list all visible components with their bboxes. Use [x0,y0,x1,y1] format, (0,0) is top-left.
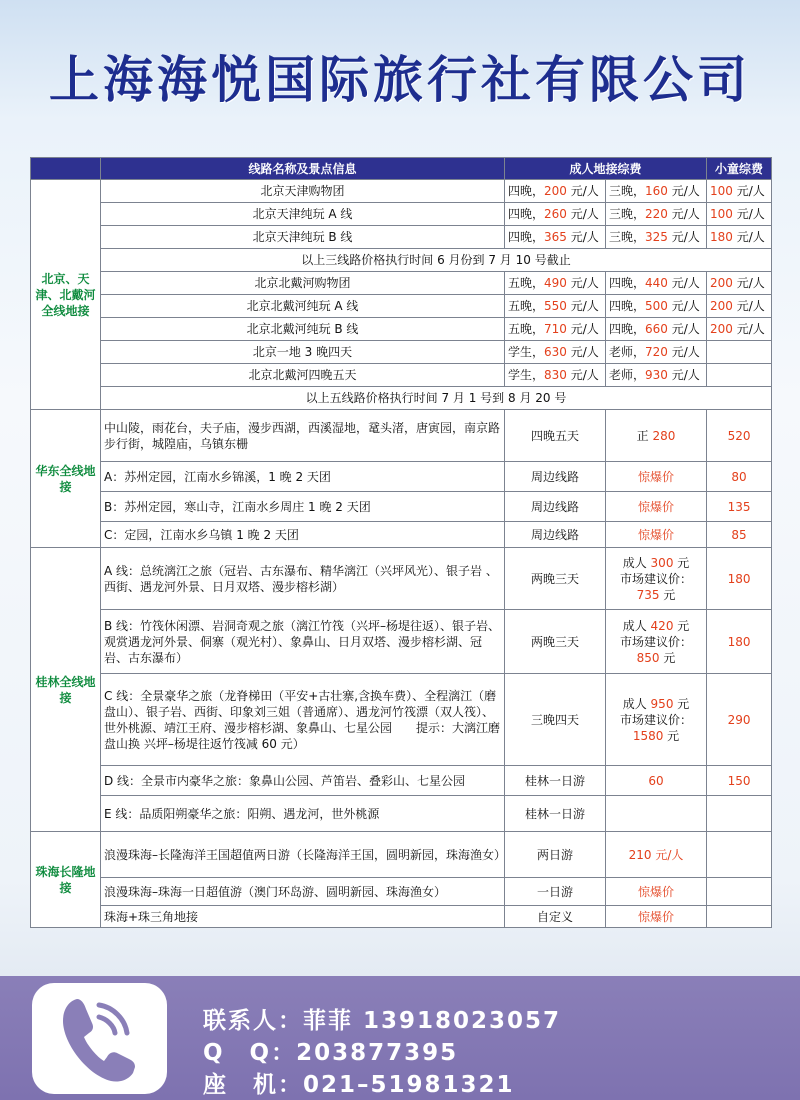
adult-header: 成人地接综费 [505,158,707,180]
teacher-price: 老师，930 元/人 [606,364,707,387]
company-title: 上海海悦国际旅行社有限公司 [49,51,751,109]
table-row [31,203,772,226]
adult-price: 210 元/人 [606,832,707,878]
price-note: 以上三线路价格执行时间 6 月份到 7 月 10 号截止 [101,249,772,272]
adult-price-1: 四晚，365 元/人 [505,226,606,249]
route-desc: 中山陵，雨花台，夫子庙，漫步西湖，西溪湿地，鼋头渚，唐寅园，南京路步行街，城隍庙，乌镇东栅 [101,410,505,462]
table-row [31,249,772,272]
region-guilin: 桂林全线地接 [31,548,101,832]
adult-price [606,796,707,832]
child-price-empty [707,364,772,387]
route-name: 北京北戴河纯玩 B 线 [101,318,505,341]
adult-price-2: 四晚，660 元/人 [606,318,707,341]
route-desc: B 线：竹筏休闲漂、岩洞奇观之旅（漓江竹筏（兴坪–杨堤往返）、银子岩、观赏遇龙河外景、侗寨（观光村）、象鼻山、日月双塔、漫步榕杉湖、冠岩、古东瀑布） [101,610,505,674]
child-price: 180 [707,548,772,610]
adult-price: 惊爆价 [606,462,707,492]
adult-price-2: 四晚，440 元/人 [606,272,707,295]
adult-price: 惊爆价 [606,492,707,522]
phone-icon-box [32,983,167,1094]
table-row [31,341,772,364]
route-days: 一日游 [505,878,606,906]
route-desc: E 线：品质阳朔豪华之旅：阳朔、遇龙河，世外桃源 [101,796,505,832]
table-row [31,492,772,522]
table-row [31,364,772,387]
child-price: 100 元/人 [707,180,772,203]
table-row [31,295,772,318]
route-desc: D 线：全景市内豪华之旅：象鼻山公园、芦笛岩、叠彩山、七星公园 [101,766,505,796]
route-desc: B：苏州定园，寒山寺，江南水乡周庄 1 晚 2 天团 [101,492,505,522]
route-desc: C：定园，江南水乡乌镇 1 晚 2 天团 [101,522,505,548]
region-zhuhai: 珠海长隆地接 [31,832,101,928]
table-row [31,410,772,462]
region-beijing: 北京、天津、北戴河全线地接 [31,180,101,410]
adult-price-2: 三晚，220 元/人 [606,203,707,226]
price-note: 以上五线路价格执行时间 7 月 1 号到 8 月 20 号 [101,387,772,410]
route-name: 北京天津纯玩 B 线 [101,226,505,249]
contact-landline: 座 机：021–51981321 [203,1072,515,1098]
route-days: 周边线路 [505,522,606,548]
teacher-price: 老师，720 元/人 [606,341,707,364]
route-desc: A 线：总统漓江之旅（冠岩、古东瀑布、精华漓江（兴坪风光）、银子岩 、西街、遇龙河外景、日月双塔、漫步榕杉湖） [101,548,505,610]
route-desc: 珠海+珠三角地接 [101,906,505,928]
contact-person: 联系人：菲菲 13918023057 [203,1008,562,1034]
route-name: 北京天津购物团 [101,180,505,203]
adult-price-1: 五晚，490 元/人 [505,272,606,295]
child-price: 80 [707,462,772,492]
adult-price-1: 五晚，710 元/人 [505,318,606,341]
table-row [31,766,772,796]
contact-qq: Q Q：203877395 [203,1040,459,1066]
adult-price-2: 四晚，500 元/人 [606,295,707,318]
adult-price: 成人 420 元 市场建议价： 850 元 [606,610,707,674]
route-desc: A：苏州定园，江南水乡锦溪，1 晚 2 天团 [101,462,505,492]
route-days: 自定义 [505,906,606,928]
route-days: 两晚三天 [505,548,606,610]
route-days: 四晚五天 [505,410,606,462]
adult-price-2: 三晚，325 元/人 [606,226,707,249]
adult-price: 惊爆价 [606,878,707,906]
table-row [31,832,772,878]
table-row [31,272,772,295]
table-row [31,906,772,928]
adult-price-1: 四晚，260 元/人 [505,203,606,226]
route-days: 两晚三天 [505,610,606,674]
table-row [31,462,772,492]
adult-price: 成人 300 元 市场建议价： 735 元 [606,548,707,610]
adult-price: 惊爆价 [606,522,707,548]
route-name: 北京北戴河纯玩 A 线 [101,295,505,318]
child-price: 200 元/人 [707,272,772,295]
child-price: 200 元/人 [707,295,772,318]
table-row [31,878,772,906]
route-days: 两日游 [505,832,606,878]
child-price-empty [707,341,772,364]
adult-price-1: 五晚，550 元/人 [505,295,606,318]
route-desc: C 线：全景豪华之旅（龙脊梯田（平安+古壮寨,含换车费）、全程漓江（磨盘山）、银子岩、西街、印象刘三姐（普通席）、遇龙河竹筏漂（双人筏）、世外桃源、靖江王府、漫步榕杉湖、象鼻山、七星公园 提示：大漓江磨盘山换 兴坪–杨堤往返竹筏减 60 元） [101,674,505,766]
route-days: 三晚四天 [505,674,606,766]
child-price: 180 元/人 [707,226,772,249]
child-price: 290 [707,674,772,766]
route-days: 桂林一日游 [505,766,606,796]
child-price: 200 元/人 [707,318,772,341]
table-header-row [31,158,772,180]
telephone-icon [57,993,143,1085]
table-row [31,674,772,766]
route-name: 北京一地 3 晚四天 [101,341,505,364]
table-row [31,387,772,410]
table-row [31,548,772,610]
route-name: 北京北戴河四晚五天 [101,364,505,387]
student-price: 学生，630 元/人 [505,341,606,364]
table-row [31,226,772,249]
route-desc: 浪漫珠海–珠海一日超值游（澳门环岛游、圆明新园、珠海渔女） [101,878,505,906]
child-price: 150 [707,766,772,796]
region-huadong: 华东全线地接 [31,410,101,548]
adult-price-1: 四晚，200 元/人 [505,180,606,203]
child-price [707,796,772,832]
table-row [31,318,772,341]
child-price: 100 元/人 [707,203,772,226]
route-days: 周边线路 [505,462,606,492]
child-price: 520 [707,410,772,462]
table-row [31,610,772,674]
contact-footer [0,976,800,1100]
table-row [31,180,772,203]
child-header: 小童综费 [707,158,772,180]
route-days: 周边线路 [505,492,606,522]
route-desc: 浪漫珠海–长隆海洋王国超值两日游（长隆海洋王国，圆明新园，珠海渔女） [101,832,505,878]
child-price: 85 [707,522,772,548]
route-name: 北京天津纯玩 A 线 [101,203,505,226]
child-price: 180 [707,610,772,674]
adult-price: 正 280 [606,410,707,462]
price-table [30,157,772,928]
table-row [31,796,772,832]
adult-price: 惊爆价 [606,906,707,928]
student-price: 学生，830 元/人 [505,364,606,387]
child-price: 135 [707,492,772,522]
adult-price: 成人 950 元 市场建议价： 1580 元 [606,674,707,766]
adult-price-2: 三晚，160 元/人 [606,180,707,203]
adult-price: 60 [606,766,707,796]
route-days: 桂林一日游 [505,796,606,832]
route-header: 线路名称及景点信息 [101,158,505,180]
route-name: 北京北戴河购物团 [101,272,505,295]
table-row [31,522,772,548]
